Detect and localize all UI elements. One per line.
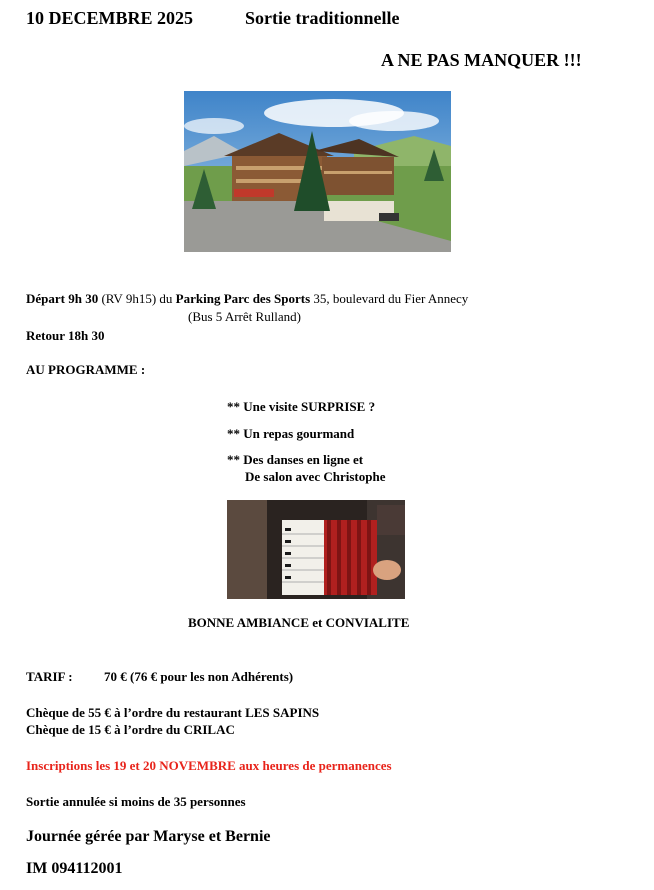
depart-place: Parking Parc des Sports — [175, 291, 311, 306]
tarif-label: TARIF : — [26, 669, 73, 684]
depart-line — [26, 291, 468, 307]
cheque-line: Chèque de 15 € à l’ordre du CRILAC — [26, 722, 235, 737]
event-title: Sortie traditionnelle — [245, 8, 400, 28]
retour: Retour 18h 30 — [26, 328, 105, 343]
depart-rv: (RV 9h15) du — [98, 291, 176, 306]
event-date: 10 DECEMBRE 2025 — [26, 8, 194, 28]
immatriculation: IM 094112001 — [26, 860, 123, 877]
programme-item: ** Un repas gourmand — [227, 426, 355, 441]
annulation: Sortie annulée si moins de 35 personnes — [26, 794, 246, 809]
bus-info: (Bus 5 Arrêt Rulland) — [188, 309, 302, 324]
chalet-photo — [184, 91, 451, 252]
ambiance: BONNE AMBIANCE et CONVIALITE — [188, 615, 410, 630]
inscriptions: Inscriptions les 19 et 20 NOVEMBRE aux heures de permanences — [26, 758, 392, 773]
tagline: A NE PAS MANQUER !!! — [381, 50, 582, 70]
tarif-value: 70 € (76 € pour les non Adhérents) — [104, 669, 294, 684]
programme-item: ** Une visite SURPRISE ? — [227, 399, 376, 414]
depart-time: Départ 9h 30 — [26, 291, 99, 306]
accordion-photo — [227, 500, 405, 599]
programme-heading: AU PROGRAMME : — [26, 362, 146, 377]
programme-item: De salon avec Christophe — [245, 469, 386, 484]
organisateurs: Journée gérée par Maryse et Bernie — [26, 828, 271, 845]
cheque-line: Chèque de 55 € à l’ordre du restaurant LES SAPINS — [26, 705, 320, 720]
programme-item: ** Des danses en ligne et — [227, 452, 364, 467]
depart-address: 35, boulevard du Fier Annecy — [310, 291, 469, 306]
